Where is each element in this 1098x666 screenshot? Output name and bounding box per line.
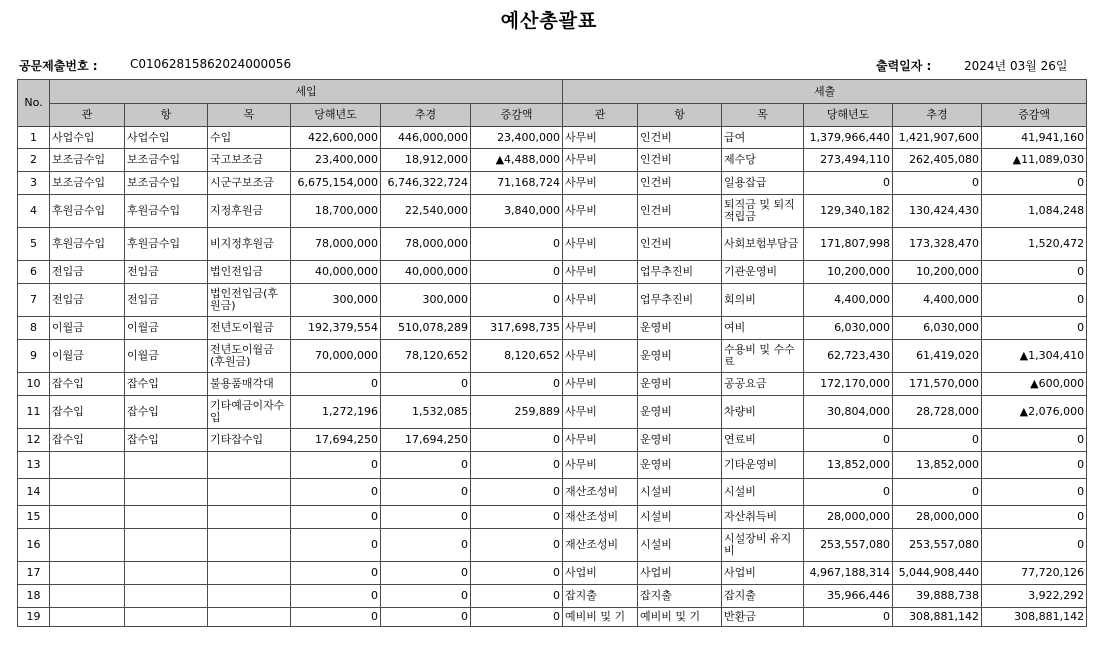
income-change-cell: 8,120,652 (471, 340, 563, 373)
table-row (18, 608, 1087, 627)
income-hang-cell: 후원금수입 (125, 195, 208, 228)
expense-supplementary-cell: 61,419,020 (893, 340, 982, 373)
income-mok-cell: 시군구보조금 (208, 172, 291, 195)
expense-gwan-cell: 사무비 (563, 429, 638, 452)
expense-gwan-cell: 사무비 (563, 261, 638, 284)
income-current-cell: 23,400,000 (291, 149, 381, 172)
income-gwan-cell (50, 608, 125, 627)
income-current-cell: 1,272,196 (291, 396, 381, 429)
income-change-cell: 0 (471, 429, 563, 452)
income-hang-cell: 후원금수입 (125, 228, 208, 261)
expense-supplementary-cell: 0 (893, 172, 982, 195)
income-col-gwan: 관 (50, 104, 125, 127)
row-number: 11 (18, 396, 50, 429)
expense-current-cell: 28,000,000 (804, 506, 893, 529)
income-supplementary-cell: 40,000,000 (381, 261, 471, 284)
income-change-cell: 3,840,000 (471, 195, 563, 228)
expense-change-cell: 3,922,292 (982, 585, 1087, 608)
print-date-label: 출력일자 : (876, 59, 932, 73)
income-current-cell: 0 (291, 373, 381, 396)
income-mok-cell: 기타잡수입 (208, 429, 291, 452)
expense-gwan-cell: 사무비 (563, 172, 638, 195)
expense-gwan-cell: 사무비 (563, 452, 638, 479)
income-gwan-cell: 보조금수입 (50, 149, 125, 172)
expense-current-cell: 10,200,000 (804, 261, 893, 284)
expense-gwan-cell: 재산조성비 (563, 506, 638, 529)
expense-change-cell: 0 (982, 284, 1087, 317)
table-row (18, 317, 1087, 340)
income-current-cell: 78,000,000 (291, 228, 381, 261)
expense-mok-cell: 사회보험부담금 (722, 228, 804, 261)
expense-mok-cell: 자산취득비 (722, 506, 804, 529)
table-row (18, 479, 1087, 506)
income-change-cell: 71,168,724 (471, 172, 563, 195)
expense-mok-cell: 잡지출 (722, 585, 804, 608)
income-hang-cell (125, 585, 208, 608)
income-hang-cell (125, 452, 208, 479)
income-hang-cell: 잡수입 (125, 396, 208, 429)
income-gwan-cell (50, 585, 125, 608)
income-gwan-cell (50, 506, 125, 529)
income-hang-cell: 사업수입 (125, 127, 208, 149)
income-gwan-cell: 잡수입 (50, 373, 125, 396)
expense-current-cell: 4,967,188,314 (804, 562, 893, 585)
income-change-cell: 0 (471, 373, 563, 396)
expense-mok-cell: 공공요금 (722, 373, 804, 396)
expense-hang-cell: 업무추진비 (638, 261, 722, 284)
income-hang-cell: 보조금수입 (125, 172, 208, 195)
no-header: No. (18, 80, 50, 127)
row-number: 4 (18, 195, 50, 228)
expense-hang-cell: 운영비 (638, 317, 722, 340)
table-row (18, 127, 1087, 149)
income-current-cell: 192,379,554 (291, 317, 381, 340)
expense-change-cell: 0 (982, 506, 1087, 529)
income-change-cell: 259,889 (471, 396, 563, 429)
income-change-cell: 0 (471, 261, 563, 284)
income-current-cell: 6,675,154,000 (291, 172, 381, 195)
income-hang-cell: 전입금 (125, 261, 208, 284)
table-row (18, 396, 1087, 429)
expense-hang-cell: 시설비 (638, 529, 722, 562)
income-hang-cell: 전입금 (125, 284, 208, 317)
expense-hang-cell: 운영비 (638, 396, 722, 429)
expense-current-cell: 6,030,000 (804, 317, 893, 340)
income-mok-cell (208, 479, 291, 506)
income-current-cell: 422,600,000 (291, 127, 381, 149)
income-supplementary-cell: 6,746,322,724 (381, 172, 471, 195)
row-number: 8 (18, 317, 50, 340)
income-gwan-cell: 이월금 (50, 317, 125, 340)
row-number: 17 (18, 562, 50, 585)
expense-change-cell: 0 (982, 261, 1087, 284)
expense-current-cell: 4,400,000 (804, 284, 893, 317)
expense-supplementary-cell: 253,557,080 (893, 529, 982, 562)
expense-supplementary-cell: 171,570,000 (893, 373, 982, 396)
expense-supplementary-cell: 4,400,000 (893, 284, 982, 317)
income-supplementary-cell: 78,000,000 (381, 228, 471, 261)
income-current-cell: 0 (291, 529, 381, 562)
expense-gwan-cell: 예비비 및 기 (563, 608, 638, 627)
expense-mok-cell: 연료비 (722, 429, 804, 452)
income-mok-cell (208, 585, 291, 608)
expense-change-cell: 1,084,248 (982, 195, 1087, 228)
expense-gwan-cell: 사무비 (563, 396, 638, 429)
expense-mok-cell: 회의비 (722, 284, 804, 317)
expense-supplementary-cell: 28,000,000 (893, 506, 982, 529)
expense-col-gwan: 관 (563, 104, 638, 127)
income-mok-cell: 전년도이월금(후원금) (208, 340, 291, 373)
income-supplementary-cell: 78,120,652 (381, 340, 471, 373)
income-supplementary-cell: 0 (381, 373, 471, 396)
income-change-cell: 0 (471, 452, 563, 479)
income-gwan-cell (50, 529, 125, 562)
table-row (18, 172, 1087, 195)
expense-mok-cell: 차량비 (722, 396, 804, 429)
income-supplementary-cell: 0 (381, 506, 471, 529)
expense-supplementary-cell: 39,888,738 (893, 585, 982, 608)
income-current-cell: 0 (291, 506, 381, 529)
row-number: 12 (18, 429, 50, 452)
expense-change-cell: ▲1,304,410 (982, 340, 1087, 373)
expense-current-cell: 172,170,000 (804, 373, 893, 396)
expense-gwan-cell: 사무비 (563, 228, 638, 261)
row-number: 5 (18, 228, 50, 261)
page-title: 예산총괄표 (500, 10, 598, 32)
expense-supplementary-cell: 308,881,142 (893, 608, 982, 627)
row-number: 2 (18, 149, 50, 172)
income-gwan-cell: 전입금 (50, 284, 125, 317)
expense-change-cell: ▲2,076,000 (982, 396, 1087, 429)
budget-summary-table (17, 79, 1087, 627)
row-number: 14 (18, 479, 50, 506)
expense-change-cell: 0 (982, 172, 1087, 195)
expense-change-cell: ▲11,089,030 (982, 149, 1087, 172)
income-change-cell: 0 (471, 608, 563, 627)
expense-change-cell: 308,881,142 (982, 608, 1087, 627)
income-change-cell: 23,400,000 (471, 127, 563, 149)
expense-hang-cell: 운영비 (638, 429, 722, 452)
income-supplementary-cell: 17,694,250 (381, 429, 471, 452)
income-gwan-cell: 후원금수입 (50, 195, 125, 228)
document-number-label: 공문제출번호 : (19, 59, 98, 73)
expense-change-cell: 0 (982, 529, 1087, 562)
expense-gwan-cell: 사업비 (563, 562, 638, 585)
expense-current-cell: 253,557,080 (804, 529, 893, 562)
income-col-current: 당해년도 (291, 104, 381, 127)
expense-hang-cell: 운영비 (638, 373, 722, 396)
income-supplementary-cell: 446,000,000 (381, 127, 471, 149)
income-supplementary-cell: 0 (381, 608, 471, 627)
expense-current-cell: 1,379,966,440 (804, 127, 893, 149)
expense-current-cell: 0 (804, 479, 893, 506)
income-header: 세입 (50, 80, 563, 104)
expense-hang-cell: 예비비 및 기 (638, 608, 722, 627)
row-number: 6 (18, 261, 50, 284)
expense-supplementary-cell: 262,405,080 (893, 149, 982, 172)
income-mok-cell: 불용품매각대 (208, 373, 291, 396)
income-col-hang: 항 (125, 104, 208, 127)
income-mok-cell (208, 562, 291, 585)
expense-change-cell: 1,520,472 (982, 228, 1087, 261)
income-gwan-cell (50, 479, 125, 506)
budget-table-body (18, 127, 1087, 627)
expense-current-cell: 35,966,446 (804, 585, 893, 608)
expense-gwan-cell: 사무비 (563, 317, 638, 340)
expense-gwan-cell: 재산조성비 (563, 529, 638, 562)
expense-gwan-cell: 사무비 (563, 284, 638, 317)
expense-gwan-cell: 사무비 (563, 127, 638, 149)
expense-change-cell: 0 (982, 479, 1087, 506)
expense-gwan-cell: 재산조성비 (563, 479, 638, 506)
income-current-cell: 300,000 (291, 284, 381, 317)
expense-mok-cell: 기타운영비 (722, 452, 804, 479)
expense-mok-cell: 퇴직금 및 퇴직적립금 (722, 195, 804, 228)
expense-hang-cell: 운영비 (638, 340, 722, 373)
expense-current-cell: 273,494,110 (804, 149, 893, 172)
expense-hang-cell: 업무추진비 (638, 284, 722, 317)
row-number: 10 (18, 373, 50, 396)
table-row (18, 452, 1087, 479)
income-current-cell: 0 (291, 479, 381, 506)
expense-hang-cell: 인건비 (638, 172, 722, 195)
expense-hang-cell: 운영비 (638, 452, 722, 479)
income-mok-cell (208, 452, 291, 479)
income-gwan-cell: 잡수입 (50, 429, 125, 452)
table-row (18, 149, 1087, 172)
income-mok-cell: 전년도이월금 (208, 317, 291, 340)
expense-current-cell: 0 (804, 172, 893, 195)
income-hang-cell (125, 479, 208, 506)
row-number: 9 (18, 340, 50, 373)
income-current-cell: 0 (291, 608, 381, 627)
income-gwan-cell (50, 562, 125, 585)
income-change-cell: 0 (471, 228, 563, 261)
expense-mok-cell: 반환금 (722, 608, 804, 627)
expense-supplementary-cell: 5,044,908,440 (893, 562, 982, 585)
expense-change-cell: 41,941,160 (982, 127, 1087, 149)
income-change-cell: 0 (471, 562, 563, 585)
income-gwan-cell: 후원금수입 (50, 228, 125, 261)
table-row (18, 284, 1087, 317)
expense-change-cell: 0 (982, 452, 1087, 479)
income-mok-cell (208, 529, 291, 562)
income-gwan-cell: 보조금수입 (50, 172, 125, 195)
income-hang-cell: 이월금 (125, 340, 208, 373)
expense-supplementary-cell: 0 (893, 429, 982, 452)
expense-change-cell: 0 (982, 317, 1087, 340)
income-current-cell: 70,000,000 (291, 340, 381, 373)
income-supplementary-cell: 300,000 (381, 284, 471, 317)
expense-col-hang: 항 (638, 104, 722, 127)
table-row (18, 585, 1087, 608)
income-current-cell: 40,000,000 (291, 261, 381, 284)
expense-supplementary-cell: 13,852,000 (893, 452, 982, 479)
income-mok-cell: 지정후원금 (208, 195, 291, 228)
income-hang-cell (125, 608, 208, 627)
income-hang-cell (125, 506, 208, 529)
income-hang-cell: 잡수입 (125, 429, 208, 452)
print-date-value: 2024년 03월 26일 (964, 59, 1068, 73)
income-current-cell: 0 (291, 452, 381, 479)
row-number: 18 (18, 585, 50, 608)
expense-gwan-cell: 사무비 (563, 373, 638, 396)
income-supplementary-cell: 1,532,085 (381, 396, 471, 429)
expense-change-cell: 77,720,126 (982, 562, 1087, 585)
expense-hang-cell: 인건비 (638, 149, 722, 172)
expense-col-mok: 목 (722, 104, 804, 127)
table-row (18, 340, 1087, 373)
table-row (18, 373, 1087, 396)
income-hang-cell: 잡수입 (125, 373, 208, 396)
income-change-cell: 317,698,735 (471, 317, 563, 340)
income-supplementary-cell: 0 (381, 452, 471, 479)
expense-supplementary-cell: 130,424,430 (893, 195, 982, 228)
expense-current-cell: 0 (804, 608, 893, 627)
income-mok-cell: 국고보조금 (208, 149, 291, 172)
print-date (876, 57, 1068, 74)
income-change-cell: 0 (471, 506, 563, 529)
expense-supplementary-cell: 1,421,907,600 (893, 127, 982, 149)
income-gwan-cell (50, 452, 125, 479)
table-row (18, 261, 1087, 284)
income-change-cell: 0 (471, 479, 563, 506)
expense-current-cell: 0 (804, 429, 893, 452)
income-mok-cell: 법인전입금 (208, 261, 291, 284)
expense-hang-cell: 잡지출 (638, 585, 722, 608)
document-number-value: C01062815862024000056 (130, 57, 292, 71)
row-number: 1 (18, 127, 50, 149)
document-number (19, 57, 292, 74)
expense-hang-cell: 시설비 (638, 506, 722, 529)
expense-col-change: 증감액 (982, 104, 1087, 127)
income-change-cell: ▲4,488,000 (471, 149, 563, 172)
income-col-change: 증감액 (471, 104, 563, 127)
row-number: 19 (18, 608, 50, 627)
income-col-mok: 목 (208, 104, 291, 127)
expense-current-cell: 30,804,000 (804, 396, 893, 429)
table-row (18, 506, 1087, 529)
income-change-cell: 0 (471, 529, 563, 562)
row-number: 16 (18, 529, 50, 562)
expense-mok-cell: 사업비 (722, 562, 804, 585)
expense-gwan-cell: 사무비 (563, 195, 638, 228)
expense-mok-cell: 급여 (722, 127, 804, 149)
expense-mok-cell: 제수당 (722, 149, 804, 172)
expense-change-cell: 0 (982, 429, 1087, 452)
expense-current-cell: 129,340,182 (804, 195, 893, 228)
row-number: 3 (18, 172, 50, 195)
table-row (18, 429, 1087, 452)
income-supplementary-cell: 510,078,289 (381, 317, 471, 340)
income-hang-cell (125, 562, 208, 585)
income-hang-cell (125, 529, 208, 562)
income-gwan-cell: 잡수입 (50, 396, 125, 429)
expense-current-cell: 62,723,430 (804, 340, 893, 373)
expense-mok-cell: 기관운영비 (722, 261, 804, 284)
table-row (18, 562, 1087, 585)
expense-supplementary-cell: 173,328,470 (893, 228, 982, 261)
expense-header: 세출 (563, 80, 1087, 104)
income-hang-cell: 이월금 (125, 317, 208, 340)
income-supplementary-cell: 22,540,000 (381, 195, 471, 228)
income-mok-cell: 비지정후원금 (208, 228, 291, 261)
expense-mok-cell: 시설비 (722, 479, 804, 506)
expense-hang-cell: 인건비 (638, 228, 722, 261)
income-gwan-cell: 전입금 (50, 261, 125, 284)
income-change-cell: 0 (471, 284, 563, 317)
expense-gwan-cell: 사무비 (563, 149, 638, 172)
income-mok-cell: 법인전입금(후원금) (208, 284, 291, 317)
income-mok-cell: 기타예금이자수입 (208, 396, 291, 429)
income-supplementary-cell: 18,912,000 (381, 149, 471, 172)
expense-current-cell: 171,807,998 (804, 228, 893, 261)
income-current-cell: 0 (291, 562, 381, 585)
expense-hang-cell: 인건비 (638, 127, 722, 149)
expense-mok-cell: 여비 (722, 317, 804, 340)
expense-gwan-cell: 사무비 (563, 340, 638, 373)
table-row (18, 195, 1087, 228)
expense-mok-cell: 시설장비 유지비 (722, 529, 804, 562)
table-row (18, 228, 1087, 261)
expense-mok-cell: 수용비 및 수수료 (722, 340, 804, 373)
income-supplementary-cell: 0 (381, 585, 471, 608)
expense-supplementary-cell: 28,728,000 (893, 396, 982, 429)
expense-supplementary-cell: 10,200,000 (893, 261, 982, 284)
expense-change-cell: ▲600,000 (982, 373, 1087, 396)
income-mok-cell (208, 608, 291, 627)
income-current-cell: 17,694,250 (291, 429, 381, 452)
income-current-cell: 0 (291, 585, 381, 608)
expense-hang-cell: 사업비 (638, 562, 722, 585)
income-supplementary-cell: 0 (381, 529, 471, 562)
expense-hang-cell: 시설비 (638, 479, 722, 506)
expense-col-supplementary: 추경 (893, 104, 982, 127)
income-supplementary-cell: 0 (381, 479, 471, 506)
income-mok-cell: 수입 (208, 127, 291, 149)
expense-gwan-cell: 잡지출 (563, 585, 638, 608)
row-number: 13 (18, 452, 50, 479)
table-row (18, 529, 1087, 562)
expense-supplementary-cell: 6,030,000 (893, 317, 982, 340)
expense-col-current: 당해년도 (804, 104, 893, 127)
income-supplementary-cell: 0 (381, 562, 471, 585)
income-col-supplementary: 추경 (381, 104, 471, 127)
income-gwan-cell: 사업수입 (50, 127, 125, 149)
income-hang-cell: 보조금수입 (125, 149, 208, 172)
income-mok-cell (208, 506, 291, 529)
expense-mok-cell: 일용잡급 (722, 172, 804, 195)
expense-hang-cell: 인건비 (638, 195, 722, 228)
income-change-cell: 0 (471, 585, 563, 608)
income-current-cell: 18,700,000 (291, 195, 381, 228)
income-gwan-cell: 이월금 (50, 340, 125, 373)
row-number: 7 (18, 284, 50, 317)
expense-current-cell: 13,852,000 (804, 452, 893, 479)
row-number: 15 (18, 506, 50, 529)
expense-supplementary-cell: 0 (893, 479, 982, 506)
